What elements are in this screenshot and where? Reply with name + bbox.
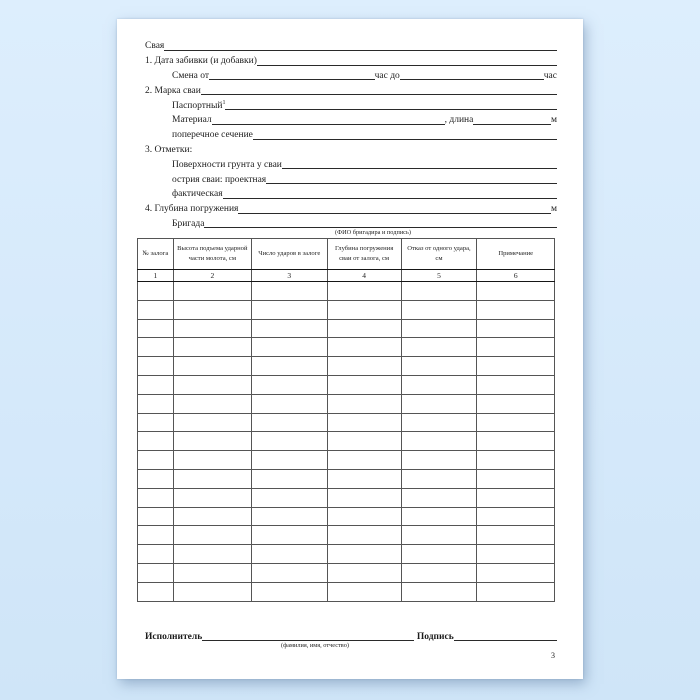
- table-cell-empty: [327, 375, 401, 394]
- field-penetration-depth: [145, 200, 557, 215]
- table-cell-empty: [401, 282, 477, 301]
- col-header-refusal: Отказ от одного удара, см: [401, 239, 477, 270]
- table-cell-empty: [173, 319, 251, 338]
- table-cell-empty: [173, 338, 251, 357]
- table-row: [138, 582, 555, 601]
- page-number: 3: [551, 651, 555, 660]
- fill-line: [400, 79, 544, 80]
- table-cell-empty: [251, 563, 327, 582]
- table-cell-empty: [173, 451, 251, 470]
- table-row: [138, 413, 555, 432]
- table-row: [138, 526, 555, 545]
- column-number: 3: [251, 270, 327, 282]
- fill-line: [209, 79, 375, 80]
- table-cell-empty: [477, 582, 555, 601]
- table-cell-empty: [173, 507, 251, 526]
- col-header-pledge-number: № залога: [138, 239, 174, 270]
- shift-to-label: час до: [374, 70, 400, 81]
- footnote-marker: 1: [222, 99, 226, 106]
- column-number: 5: [401, 270, 477, 282]
- fill-line: [253, 139, 557, 140]
- table-cell-empty: [173, 282, 251, 301]
- executor-caption: (фамилия, имя, отчество): [281, 642, 349, 649]
- table-cell-empty: [173, 563, 251, 582]
- field-driving-date: [145, 52, 557, 67]
- table-cell-empty: [401, 319, 477, 338]
- fill-line: [238, 213, 551, 214]
- table-cell-empty: [251, 432, 327, 451]
- table-cell-empty: [327, 582, 401, 601]
- length-label: , длина: [444, 115, 474, 126]
- table-cell-empty: [401, 469, 477, 488]
- field-pile: [145, 37, 557, 52]
- table-row: [138, 432, 555, 451]
- penetration-depth-label: 4. Глубина погружения: [145, 204, 239, 215]
- table-row: [138, 300, 555, 319]
- fill-line: [201, 94, 557, 95]
- table-cell-empty: [327, 282, 401, 301]
- table-cell-empty: [327, 300, 401, 319]
- fill-line: [223, 198, 557, 199]
- table-row: [138, 488, 555, 507]
- table-cell-empty: [173, 469, 251, 488]
- table-cell-empty: [477, 300, 555, 319]
- table-cell-empty: [477, 375, 555, 394]
- field-cross-section: [145, 126, 557, 141]
- table-cell-empty: [327, 507, 401, 526]
- table-cell-empty: [173, 394, 251, 413]
- table-cell-empty: [477, 282, 555, 301]
- form-header-block: [145, 37, 557, 238]
- table-row: [138, 282, 555, 301]
- table-cell-empty: [251, 357, 327, 376]
- table-cell-empty: [138, 432, 174, 451]
- field-passport: [145, 96, 557, 111]
- table-row: [138, 469, 555, 488]
- table-cell-empty: [477, 526, 555, 545]
- pile-label: Свая: [145, 41, 165, 52]
- field-executor: [145, 629, 557, 642]
- table-row: [138, 507, 555, 526]
- table-cell-empty: [251, 451, 327, 470]
- table-cell-empty: [401, 563, 477, 582]
- table-cell-empty: [327, 394, 401, 413]
- table-cell-empty: [327, 432, 401, 451]
- table-cell-empty: [251, 338, 327, 357]
- table-cell-empty: [477, 432, 555, 451]
- table-cell-empty: [251, 413, 327, 432]
- table-cell-empty: [401, 451, 477, 470]
- field-tip-design: [145, 170, 557, 185]
- fill-line: [225, 109, 557, 110]
- field-ground-surface: [145, 155, 557, 170]
- table-cell-empty: [173, 488, 251, 507]
- table-cell-empty: [251, 375, 327, 394]
- table-cell-empty: [173, 432, 251, 451]
- table-cell-empty: [173, 413, 251, 432]
- fill-line: [204, 227, 557, 228]
- table-cell-empty: [401, 413, 477, 432]
- material-label: Материал: [172, 115, 212, 126]
- table-cell-empty: [251, 488, 327, 507]
- shift-from-label: Смена от: [172, 70, 210, 81]
- table-row: [138, 338, 555, 357]
- pile-driving-table: [137, 238, 555, 602]
- table-cell-empty: [401, 582, 477, 601]
- table-row: [138, 451, 555, 470]
- table-cell-empty: [173, 300, 251, 319]
- table-cell-empty: [138, 563, 174, 582]
- table-cell-empty: [401, 394, 477, 413]
- table-cell-empty: [138, 582, 174, 601]
- table-cell-empty: [251, 545, 327, 564]
- table-cell-empty: [251, 469, 327, 488]
- fill-line: [212, 124, 445, 125]
- field-tip-actual: [145, 185, 557, 200]
- table-cell-empty: [477, 507, 555, 526]
- table-cell-empty: [327, 563, 401, 582]
- document-page: [117, 19, 583, 679]
- fill-line: [266, 183, 557, 184]
- table-cell-empty: [138, 375, 174, 394]
- brigade-label: Бригада: [172, 218, 205, 229]
- field-material: [145, 111, 557, 126]
- table-cell-empty: [327, 488, 401, 507]
- fill-line: [202, 640, 414, 641]
- table-cell-empty: [138, 282, 174, 301]
- table-row: [138, 375, 555, 394]
- meters-label: м: [551, 115, 558, 126]
- table-cell-empty: [477, 545, 555, 564]
- marks-label: 3. Отметки:: [145, 144, 193, 155]
- table-cell-empty: [138, 507, 174, 526]
- table-cell-empty: [327, 319, 401, 338]
- table-cell-empty: [251, 582, 327, 601]
- table-cell-empty: [251, 282, 327, 301]
- fill-line: [473, 124, 551, 125]
- driving-date-label: 1. Дата забивки (и добавки): [145, 56, 257, 67]
- col-header-hammer-lift-height: Высота подъема ударной части молота, см: [173, 239, 251, 270]
- column-number: 6: [477, 270, 555, 282]
- table-cell-empty: [401, 545, 477, 564]
- cross-section-label: поперечное сечение: [172, 130, 253, 141]
- table-cell-empty: [327, 413, 401, 432]
- table-cell-empty: [251, 319, 327, 338]
- footer-block: [145, 629, 557, 651]
- table-cell-empty: [138, 394, 174, 413]
- table-header-row: [138, 239, 555, 270]
- table-row: [138, 394, 555, 413]
- tip-design-label: острия сваи: проектная: [172, 174, 267, 185]
- field-shift: [145, 67, 557, 82]
- table-cell-empty: [401, 338, 477, 357]
- table-cell-empty: [138, 545, 174, 564]
- table-cell-empty: [138, 338, 174, 357]
- table-cell-empty: [251, 507, 327, 526]
- table-row: [138, 319, 555, 338]
- table-cell-empty: [327, 451, 401, 470]
- table-cell-empty: [477, 451, 555, 470]
- section-marks: [145, 141, 557, 156]
- signature-label: Подпись: [416, 632, 454, 642]
- table-row: [138, 357, 555, 376]
- field-pile-mark: [145, 81, 557, 96]
- table-cell-empty: [173, 357, 251, 376]
- executor-label: Исполнитель: [145, 632, 203, 642]
- column-number-row: [138, 270, 555, 282]
- table-empty-rows: [138, 282, 555, 602]
- fill-line: [164, 50, 557, 51]
- table-cell-empty: [401, 526, 477, 545]
- table-cell-empty: [477, 394, 555, 413]
- table-cell-empty: [327, 526, 401, 545]
- table-cell-empty: [327, 357, 401, 376]
- table-cell-empty: [173, 526, 251, 545]
- table-row: [138, 563, 555, 582]
- passport-label: Паспортный$^1$: [172, 99, 226, 111]
- column-number: 1: [138, 270, 174, 282]
- table-cell-empty: [173, 375, 251, 394]
- table-cell-empty: [477, 488, 555, 507]
- table-cell-empty: [251, 526, 327, 545]
- shift-hour-label: час: [543, 70, 557, 81]
- table-cell-empty: [401, 488, 477, 507]
- table-cell-empty: [138, 526, 174, 545]
- table-cell-empty: [401, 507, 477, 526]
- table-cell-empty: [138, 357, 174, 376]
- table-cell-empty: [327, 545, 401, 564]
- table-row: [138, 545, 555, 564]
- table-cell-empty: [138, 488, 174, 507]
- col-header-blow-count: Число ударов в залоге: [251, 239, 327, 270]
- table-cell-empty: [251, 394, 327, 413]
- table-cell-empty: [477, 563, 555, 582]
- table-cell-empty: [477, 469, 555, 488]
- table-cell-empty: [401, 432, 477, 451]
- table-cell-empty: [401, 357, 477, 376]
- table-cell-empty: [138, 469, 174, 488]
- fill-line: [257, 65, 557, 66]
- table-cell-empty: [251, 300, 327, 319]
- pile-mark-label: 2. Марка сваи: [145, 85, 201, 96]
- table-cell-empty: [138, 300, 174, 319]
- table-cell-empty: [138, 451, 174, 470]
- table-cell-empty: [327, 338, 401, 357]
- fill-line: [282, 168, 557, 169]
- table-cell-empty: [477, 357, 555, 376]
- col-header-note: Примечание: [477, 239, 555, 270]
- table-cell-empty: [327, 469, 401, 488]
- brigade-caption: (ФИО бригадира и подпись): [335, 229, 411, 237]
- table-cell-empty: [138, 319, 174, 338]
- table-cell-empty: [477, 319, 555, 338]
- ground-surface-label: Поверхности грунта у сваи: [172, 159, 282, 170]
- table-cell-empty: [173, 545, 251, 564]
- table-cell-empty: [401, 300, 477, 319]
- table-cell-empty: [477, 413, 555, 432]
- meters-label: м: [550, 204, 557, 215]
- table-cell-empty: [138, 413, 174, 432]
- column-number: 2: [173, 270, 251, 282]
- fill-line: [454, 640, 557, 641]
- table-cell-empty: [401, 375, 477, 394]
- col-header-penetration-depth: Глубина погружения сваи от залога, см: [327, 239, 401, 270]
- column-number: 4: [327, 270, 401, 282]
- field-brigade: [145, 215, 557, 230]
- table-cell-empty: [477, 338, 555, 357]
- tip-actual-label: фактическая: [172, 189, 223, 200]
- table-cell-empty: [173, 582, 251, 601]
